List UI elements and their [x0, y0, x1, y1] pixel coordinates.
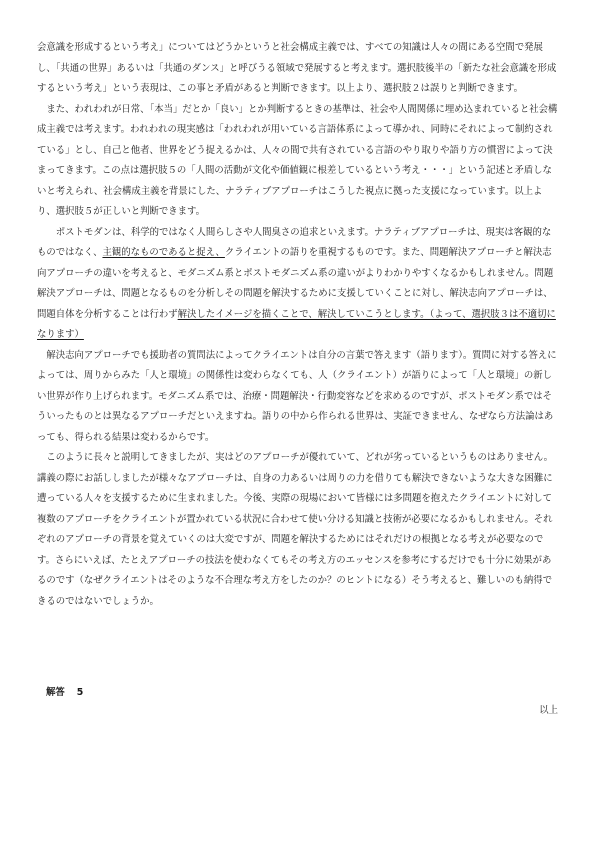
underlined-phrase-solution-image: 解決したイメージを描くことで、解決していこうとします。（よって、選択肢３は不適切になります） — [37, 308, 556, 340]
answer-number: 5 — [76, 687, 84, 698]
underlined-phrase-subjective: 主観的なものであると捉え、 — [102, 247, 225, 258]
answer-line — [46, 684, 83, 698]
paragraph-social-construction-language: また、われわれが日常、「本当」だとか「良い」とか判断するときの基準は、社会や人間関係に埋め込まれていると社会構成主義では考えます。われわれの現実感は「われわれが用いている言語体系によって導かれ、同時にそれによって制約されている」とし、自己と他者、世界をどう捉えるかは、人々の間で共有されている言語のやり取りや語り方の慣習によって決まってきます。この点は選択肢５の「人間の活動が文化や価値観に根差しているという考え・・・」という記述と矛盾しないと考えられ、社会構成主義を背景にした、ナラティブアプローチはこうした視点に拠った支援になっています。以上より、選択肢５が正しいと判断できます。 — [37, 103, 558, 217]
paragraph-postmodern-narrative — [37, 223, 560, 346]
paragraph-conclusion: このように長々と説明してきましたが、実はどのアプローチが優れていて、どれが劣っているというものはありません。講義の際にお話ししましたが様々なアプローチは、自身の力あるいは周りの力を借りても解決できないような大きな困難に遭っている人々を支援するために生まれました。今後、実際の現場において皆様には多問題を抱えたクライエントに対して複数のアプローチをクライエントが置かれている状況に合わせて使い分ける知識と技術が必要になるかもしれません。それぞれのアプローチの背景を覚えていくのは大変ですが、問題を解決するためにはそれだけの根拠となる考えが必要なのです。さらにいえば、たとえアプローチの技法を使わなくてもその考え方のエッセンスを参考にするだけでも十分に効果があるのです（なぜクライエントはそのような不合理な考え方をしたのか？のヒントになる）そう考えると、難しいのも納得できるのではないでしょうか。 — [37, 452, 554, 607]
paragraph-postmodern-text-b: クライエントの語りを重視するものです。また、問題解決アプローチと解決志向アプローチの違いを考えると、モダニズム系とポストモダニズム系の違いがよりわかりやすくなるかもしれません。問題解決アプローチは、問題となるものを分析しその問題を解決するために支援していくことに対し、解決志向アプローチは、問題自体を分析することは行わず — [37, 247, 554, 320]
paragraph-social-construction-commonworld: 会意識を形成するという考え」についてはどうかというと社会構成主義では、すべての知識は人々の間にある空間で発展し、「共通の世界」あるいは「共通のダンス」と呼びうる領域で発展すると考えます。選択肢後半の「新たな社会意識を形成するという考え」という表現は、この事と矛盾があると判断できます。以上より、選択肢２は誤りと判断できます。 — [37, 42, 557, 94]
paragraph-solution-focused-questions: 解決志向アプローチでも援助者の質問法によってクライエントは自分の言葉で答えます（語ります）。質問に対する答えによっては、周りからみた「人と環境」の関係性は変わらなくても、人（クライエント）が語りによって「人と環境」の新しい世界が作り上げられます。モダニズム系では、治療・問題解決・行動変容などを求めるのですが、ポストモダン系ではそういったものとは異なるアプローチだといえますね。語りの中から作られる世界は、実証できません、なぜなら方法論はあっても、得られる結果は変わるからです。 — [37, 349, 557, 443]
answer-label: 解答 — [46, 687, 65, 698]
paragraph-postmodern-text-a: ポストモダンは、科学的ではなく人間らしさや人間臭さの追求といえます。ナラティブアプローチは、現実は客観的なものではなく、 — [37, 226, 552, 258]
document-body — [37, 38, 560, 612]
closing-mark: 以上 — [539, 705, 558, 716]
